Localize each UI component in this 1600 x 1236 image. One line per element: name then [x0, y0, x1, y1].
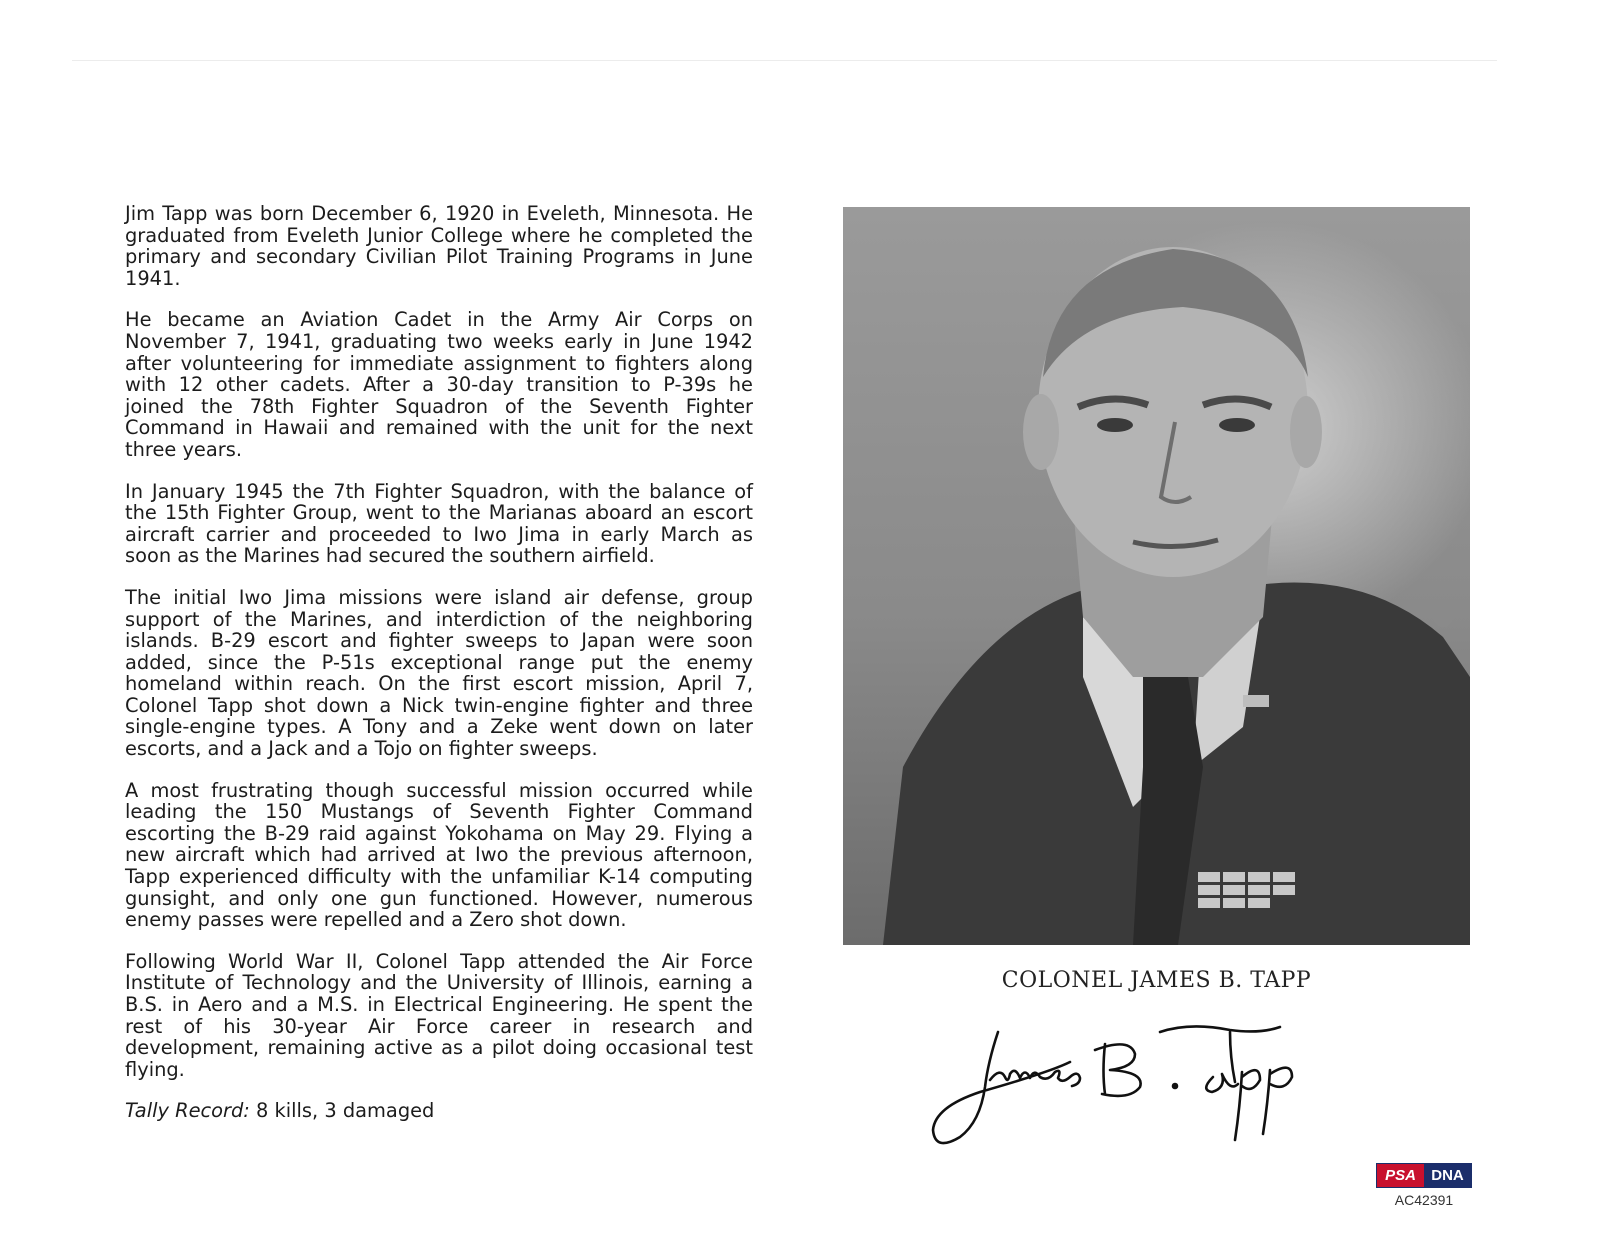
bio-paragraph-1: Jim Tapp was born December 6, 1920 in Eveleth, Minnesota. He graduated from Eveleth Junior College where he completed the primary and secondary Civilian Pilot Training Programs in June 1941. [125, 202, 753, 290]
tally-label: Tally Record: [125, 1099, 250, 1123]
biography-text [125, 203, 753, 1122]
portrait-illustration [843, 207, 1470, 945]
signature-image [930, 1022, 1370, 1152]
tally-record [125, 1100, 753, 1122]
certificate-number: AC42391 [1394, 1192, 1454, 1208]
dna-label: DNA [1424, 1164, 1471, 1187]
page-edge-line [72, 60, 1497, 61]
psa-dna-authentication [1376, 1163, 1472, 1208]
portrait-photo [843, 207, 1470, 945]
bio-paragraph-6: Following World War II, Colonel Tapp attended the Air Force Institute of Technology and the University of Illinois, earning a B.S. in Aero and a M.S. in Electrical Engineering. He spent the rest of his 30-year Air Force career in research and development, remaining active as a pilot doing occasional test flying. [125, 949, 753, 1081]
portrait-caption: COLONEL JAMES B. TAPP [1001, 968, 1312, 993]
psa-dna-logo [1376, 1163, 1472, 1188]
tally-value: 8 kills, 3 damaged [256, 1099, 435, 1123]
bio-paragraph-4: The initial Iwo Jima missions were island air defense, group support of the Marines, and interdiction of the neighboring islands. B-29 escort and fighter sweeps to Japan were soon added, since the P-51s exceptional range put the enemy homeland within reach. On the first escort mission, April 7, Colonel Tapp shot down a Nick twin-engine fighter and three single-engine types. A Tony and a Zeke went down on later escorts, and a Jack and a Tojo on fighter sweeps. [125, 585, 753, 761]
bio-paragraph-5: A most frustrating though successful mission occurred while leading the 150 Mustangs of Seventh Fighter Command escorting the B-29 raid against Yokohama on May 29. Flying a new aircraft which had arrived at Iwo the previous afternoon, Tapp experienced difficulty with the unfamiliar K-14 computing gunsight, and only one gun functioned. However, numerous enemy passes were repelled and a Zero shot down. [125, 778, 753, 932]
psa-label: PSA [1377, 1164, 1424, 1187]
bio-paragraph-3: In January 1945 the 7th Fighter Squadron, with the balance of the 15th Fighter Group, went to the Marianas aboard an escort aircraft carrier and proceeded to Iwo Jima in early March as soon as the Marines had secured the southern airfield. [125, 479, 753, 568]
bio-paragraph-2: He became an Aviation Cadet in the Army Air Corps on November 7, 1941, graduating two weeks early in June 1942 after volunteering for immediate assignment to fighters along with 12 other cadets. After a 30-day transition to P-39s he joined the 78th Fighter Squadron of the Seventh Fighter Command in Hawaii and remained with the unit for the next three years. [125, 308, 753, 461]
